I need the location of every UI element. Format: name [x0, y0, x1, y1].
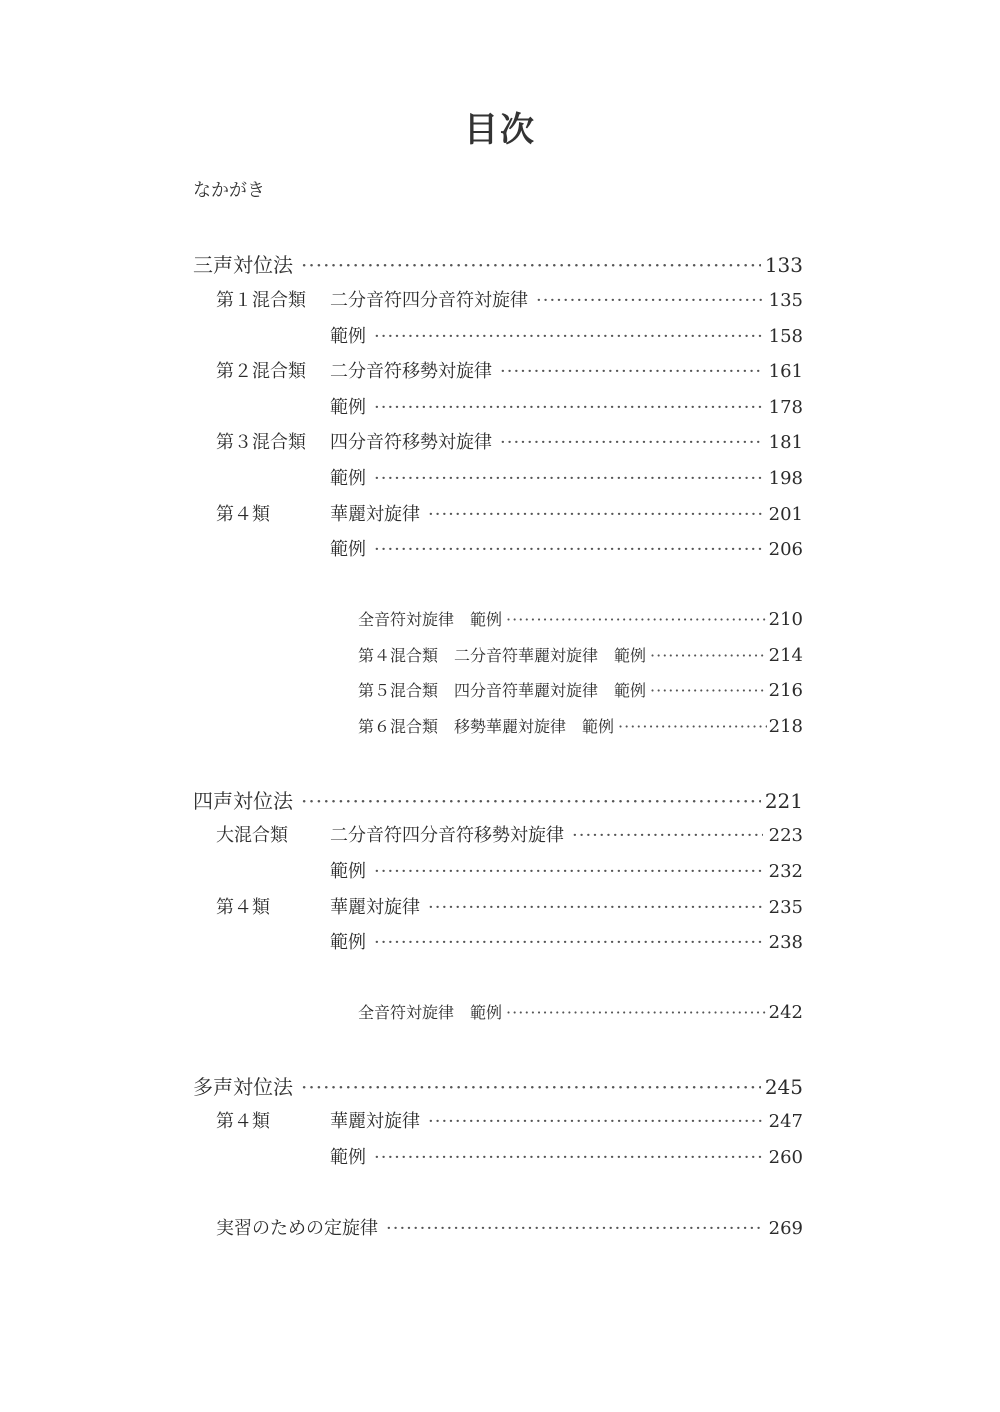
subentry-category: 第４混合類	[358, 646, 439, 665]
dot-leader	[650, 646, 767, 665]
dot-leader	[374, 1147, 763, 1168]
dot-leader	[506, 1003, 767, 1022]
entry-title: 範例	[330, 539, 366, 560]
page-number: 158	[768, 326, 803, 347]
toc-entry-example[interactable]	[330, 393, 803, 419]
toc-section-four-voice[interactable]	[193, 785, 803, 814]
subentry-title: 全音符対旋律	[358, 610, 455, 629]
entry-title: 範例	[330, 468, 366, 489]
entry-category: 大混合類	[216, 825, 288, 846]
entry-title: 四分音符移勢対旋律	[330, 432, 492, 453]
subentry-category: 第５混合類	[358, 681, 439, 700]
entry-category: 第４類	[216, 1111, 270, 1132]
dot-leader	[386, 1218, 763, 1239]
section-heading: 多声対位法	[193, 1075, 293, 1099]
toc-subentry[interactable]	[358, 678, 803, 701]
entry-title: 華麗対旋律	[330, 1111, 420, 1132]
page-number: 235	[768, 897, 803, 918]
page-number: 221	[764, 789, 803, 813]
page-number: 198	[768, 468, 803, 489]
toc-entry-example[interactable]	[330, 535, 803, 561]
toc-entry[interactable]	[216, 286, 803, 312]
dot-leader	[374, 468, 763, 489]
toc-entry[interactable]	[216, 357, 803, 383]
subentry-category: 第６混合類	[358, 717, 439, 736]
dot-leader	[650, 681, 767, 700]
toc-entry[interactable]	[216, 428, 803, 454]
dot-leader	[301, 789, 761, 813]
toc-section-multi-voice[interactable]	[193, 1071, 803, 1100]
page-number: 210	[768, 609, 803, 630]
toc-entry-example[interactable]	[330, 857, 803, 883]
entry-title: 範例	[330, 861, 366, 882]
dot-leader	[374, 326, 763, 347]
entry-category: 第１混合類	[216, 290, 306, 311]
page-number: 214	[768, 645, 803, 666]
dot-leader	[374, 932, 763, 953]
page-number: 269	[768, 1218, 803, 1239]
toc-entry[interactable]	[216, 893, 803, 919]
page-number: 245	[764, 1075, 803, 1099]
entry-title: 二分音符移勢対旋律	[330, 361, 492, 382]
toc-entry-example[interactable]	[330, 464, 803, 490]
subentry-title: 四分音符華麗対旋律	[454, 681, 599, 700]
page-number: 135	[768, 290, 803, 311]
page-title: 目次	[464, 110, 536, 150]
page-number: 260	[768, 1147, 803, 1168]
entry-title: 範例	[330, 932, 366, 953]
toc-section-three-voice[interactable]	[193, 249, 803, 278]
toc-entry[interactable]	[216, 1107, 803, 1133]
entry-title: 華麗対旋律	[330, 504, 420, 525]
subentry-title: 二分音符華麗対旋律	[454, 646, 599, 665]
page-number: 247	[768, 1111, 803, 1132]
dot-leader	[428, 897, 763, 918]
page-number: 223	[768, 825, 803, 846]
toc-subentry[interactable]	[358, 643, 803, 666]
toc-entry-example[interactable]	[330, 1143, 803, 1169]
subentry-example: 範例	[470, 610, 503, 629]
subentry-example: 範例	[614, 681, 647, 700]
toc-appendix[interactable]	[216, 1214, 803, 1240]
toc-entry-example[interactable]	[330, 928, 803, 954]
subentry-title: 移勢華麗対旋律	[454, 717, 567, 736]
entry-title: 範例	[330, 326, 366, 347]
entry-category: 第３混合類	[216, 432, 306, 453]
page-number: 238	[768, 932, 803, 953]
page-number: 161	[768, 361, 803, 382]
page-number: 242	[768, 1002, 803, 1023]
entry-category: 第４類	[216, 504, 270, 525]
subentry-title: 全音符対旋律	[358, 1003, 455, 1022]
dot-leader	[506, 610, 767, 629]
dot-leader	[374, 397, 763, 418]
toc-preface[interactable]: なかがき	[193, 180, 265, 201]
section-heading: 三声対位法	[193, 253, 293, 277]
entry-title: 範例	[330, 397, 366, 418]
subentry-example: 範例	[470, 1003, 503, 1022]
entry-title: 華麗対旋律	[330, 897, 420, 918]
dot-leader	[500, 432, 763, 453]
dot-leader	[572, 825, 763, 846]
subentry-example: 範例	[614, 646, 647, 665]
page-number: 178	[768, 397, 803, 418]
page-number: 201	[768, 504, 803, 525]
entry-title: 二分音符四分音符移勢対旋律	[330, 825, 564, 846]
toc-subentry[interactable]	[358, 1000, 803, 1023]
subentry-example: 範例	[582, 717, 615, 736]
entry-category: 第２混合類	[216, 361, 306, 382]
dot-leader	[428, 504, 763, 525]
toc-entry[interactable]	[216, 500, 803, 526]
toc-subentry[interactable]	[358, 714, 803, 737]
dot-leader	[374, 539, 763, 560]
toc-entry-example[interactable]	[330, 322, 803, 348]
dot-leader	[428, 1111, 763, 1132]
page-number: 206	[768, 539, 803, 560]
page-number: 181	[768, 432, 803, 453]
section-heading: 四声対位法	[193, 789, 293, 813]
dot-leader	[536, 290, 763, 311]
toc-subentry[interactable]	[358, 607, 803, 630]
dot-leader	[301, 253, 761, 277]
dot-leader	[618, 717, 767, 736]
dot-leader	[301, 1075, 761, 1099]
page-number: 232	[768, 861, 803, 882]
toc-entry[interactable]	[216, 821, 803, 847]
page-number: 216	[768, 680, 803, 701]
dot-leader	[374, 861, 763, 882]
entry-title: 範例	[330, 1147, 366, 1168]
page-number: 218	[768, 716, 803, 737]
entry-category: 第４類	[216, 897, 270, 918]
appendix-title: 実習のための定旋律	[216, 1218, 378, 1239]
page-number: 133	[764, 253, 803, 277]
dot-leader	[500, 361, 763, 382]
entry-title: 二分音符四分音符対旋律	[330, 290, 528, 311]
